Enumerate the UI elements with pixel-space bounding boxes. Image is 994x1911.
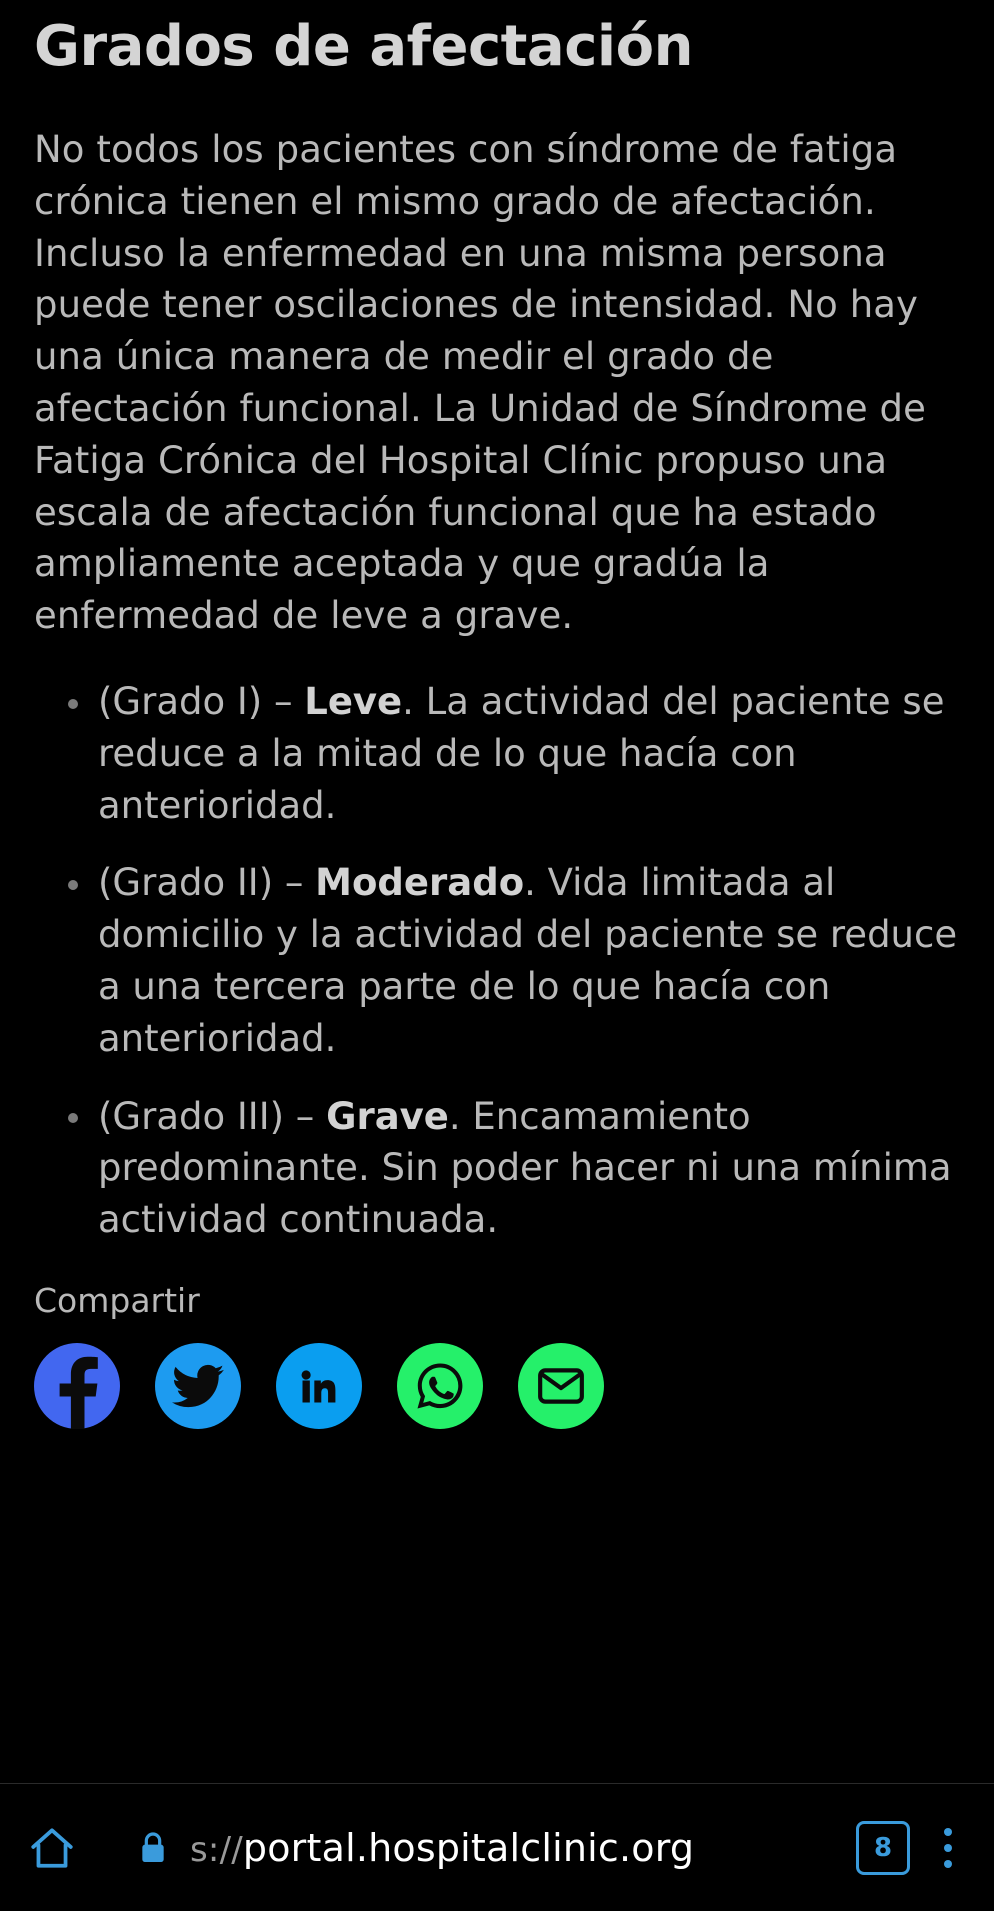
url-host: portal.hospitalclinic.org (242, 1825, 695, 1870)
home-icon[interactable] (26, 1822, 78, 1874)
whatsapp-icon (413, 1359, 467, 1413)
linkedin-icon (297, 1364, 341, 1408)
overflow-menu-icon[interactable] (928, 1820, 968, 1876)
bullet-icon (68, 699, 78, 709)
grade-description: . Vida limitada al domicilio y la actividad del paciente se reduce a una tercera parte de lo que hacía con anterioridad. (98, 861, 958, 1060)
share-buttons-row (34, 1343, 960, 1429)
grade-level: Grave (326, 1094, 449, 1138)
browser-toolbar (0, 1783, 994, 1911)
list-item (68, 676, 960, 831)
twitter-icon (172, 1360, 224, 1412)
tab-count-button[interactable]: 8 (856, 1821, 910, 1875)
mail-icon (536, 1361, 586, 1411)
whatsapp-share-button[interactable] (397, 1343, 483, 1429)
page-title: Grados de afectación (34, 14, 693, 79)
list-item (68, 1091, 960, 1246)
lock-icon (136, 1828, 170, 1868)
article-intro-paragraph: No todos los pacientes con síndrome de fatiga crónica tienen el mismo grado de afectación. Incluso la enfermedad en una misma persona puede tener oscilaciones de intensidad. No hay una única manera de medir el grado de afectación funcional. La Unidad de Síndrome de Fatiga Crónica del Hospital Clínic propuso una escala de afectación funcional que ha estado ampliamente aceptada y que gradúa la enfermedad de leve a grave. (34, 128, 927, 638)
linkedin-share-button[interactable] (276, 1343, 362, 1429)
grade-level: Moderado (315, 861, 525, 905)
menu-dot (944, 1844, 952, 1852)
menu-dot (944, 1860, 952, 1868)
list-item (68, 857, 960, 1064)
grades-list (34, 676, 960, 1246)
url-text (190, 1826, 694, 1870)
bullet-icon (68, 1113, 78, 1123)
share-label: Compartir (34, 1280, 200, 1320)
grade-description: . La actividad del paciente se reduce a la mitad de lo que hacía con anterioridad. (98, 679, 945, 827)
menu-dot (944, 1828, 952, 1836)
twitter-share-button[interactable] (155, 1343, 241, 1429)
bullet-icon (68, 880, 78, 890)
grade-level: Leve (304, 679, 403, 723)
url-bar[interactable] (96, 1826, 838, 1870)
grade-description: . Encamamiento predominante. Sin poder hacer ni una mínima actividad continuada. (98, 1094, 952, 1242)
facebook-share-button[interactable] (34, 1343, 120, 1429)
url-scheme: s:// (190, 1829, 243, 1870)
grade-prefix: (Grado I) – (98, 679, 305, 723)
grade-prefix: (Grado II) – (98, 861, 316, 905)
grade-prefix: (Grado III) – (98, 1094, 327, 1138)
facebook-icon (34, 1343, 120, 1429)
email-share-button[interactable] (518, 1343, 604, 1429)
